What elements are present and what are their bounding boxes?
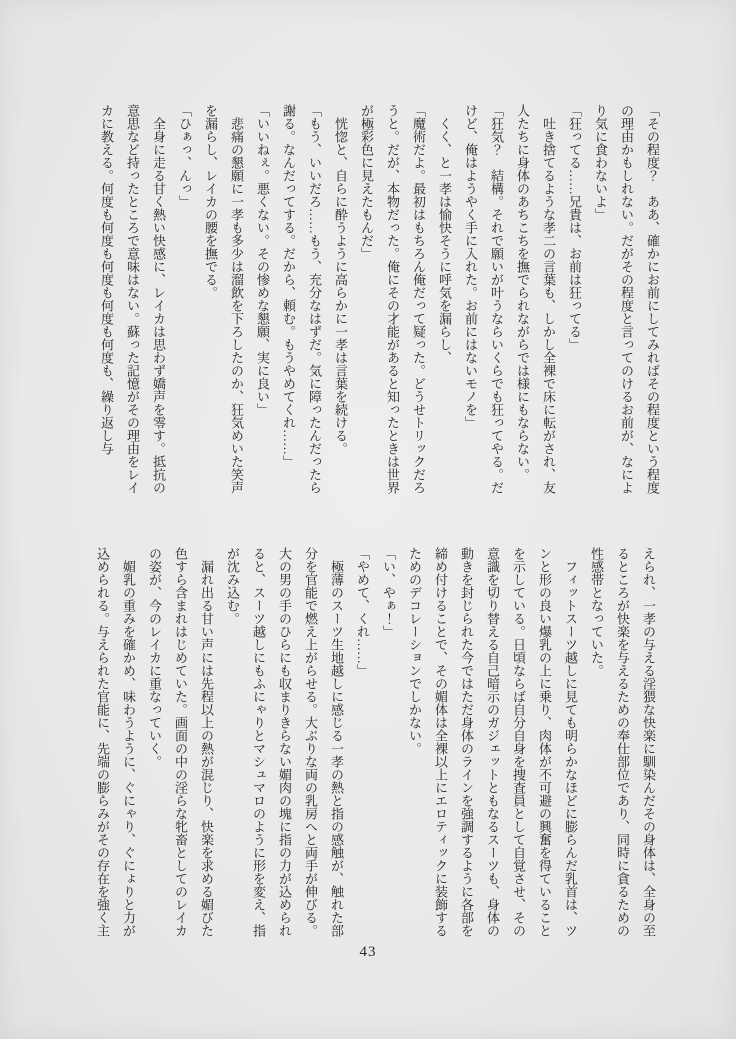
text-column: 「狂ってる……兄貴は、お前は狂ってる」 <box>567 104 582 351</box>
text-column: り気に食わないよ」 <box>593 104 608 221</box>
text-column: 恍惚と、自らに酔うように高らかに一孝は言葉を続ける。 <box>333 104 348 455</box>
text-column: 「ひぁっ、んっ」 <box>177 104 192 208</box>
text-column: 「もう、いいだろ……もう、充分なはずだ。気に障ったんだったら <box>307 104 322 494</box>
text-column: を示している。日頃ならば自分自身を捜査員として自覚させ、その <box>511 547 526 937</box>
text-column: 「やめて、くれ……」 <box>355 547 370 677</box>
text-column: 極薄のスーツ生地越しに感じる一孝の熱と指の感触が、触れた部 <box>329 547 344 937</box>
text-column: 意識を切り替える自己暗示のガジェットともなるスーツも、身体の <box>485 547 500 937</box>
text-column: 吐き捨てるような孝二の言葉も、しかし全裸で床に転がされ、友 <box>541 104 556 494</box>
text-column: 意思など持ったところで意味はない。蘇った記憶がその理由をレイ <box>125 104 140 494</box>
text-column: が極彩色に見えたもんだ」 <box>359 104 374 260</box>
text-column: 込められる。与えられた官能に、先端の膨らみがその存在を強く主 <box>95 547 110 937</box>
text-block-bottom <box>95 547 656 947</box>
text-column: 分を官能で燃え上がらせる。大ぶりな両の乳房へと両手が伸びる。 <box>303 547 318 937</box>
text-column: 「魔術だよ。最初はもちろん俺だって疑った。どうせトリックだろ <box>411 104 426 494</box>
text-column: 「いいねぇ。悪くない。その惨めな懇願、実に良い」 <box>255 104 270 416</box>
text-column: えられ、一孝の与える淫猥な快楽に馴染んだその身体は、全身の至 <box>641 547 656 937</box>
page-number: 43 <box>359 944 377 960</box>
text-column: 悲痛の懇願に一孝も多少は溜飲を下ろしたのか、狂気めいた笑声 <box>229 104 244 494</box>
text-column: 全身に走る甘く熱い快感に、レイカは思わず嬌声を零す。抵抗の <box>151 104 166 494</box>
text-column: が沈み込む。 <box>225 547 240 625</box>
text-column: を漏らし、レイカの腰を撫でる。 <box>203 104 218 299</box>
text-column: けど、俺はようやく手に入れた。お前にはないモノを」 <box>463 104 478 429</box>
text-column: 漏れ出る甘い声には先程以上の熱が混じり、快楽を求める媚びた <box>199 547 214 937</box>
text-column: 動きを封じられた今ではただ身体のラインを強調するように各部を <box>459 547 474 937</box>
text-column: 「い、やぁ！」 <box>381 547 396 638</box>
text-column: 謝る。なんだってする。だから、頼む。もうやめてくれ……」 <box>281 104 296 468</box>
text-column: 性感帯となっていた。 <box>589 547 604 677</box>
text-column: 締め付けることで、その媚体は全裸以上にエロティックに装飾する <box>433 547 448 937</box>
text-column: ためのデコレーションでしかない。 <box>407 547 422 755</box>
text-column: ると、スーツ越しにもふにゃりとマシュマロのように形を変え、指 <box>251 547 266 937</box>
text-column: ンと形の良い爆乳の上に乗り、肉体が不可避の興奮を得ていること <box>537 547 552 937</box>
text-column: 「その程度？ ああ、確かにお前にしてみればその程度という程度 <box>645 104 660 494</box>
text-column: るところが快楽を与えるための奉仕部位であり、同時に貪るための <box>615 547 630 937</box>
text-column: 色すら含まれはじめていた。画面の中の淫らな牝畜としてのレイカ <box>173 547 188 937</box>
text-column: 「狂気？ 結構。それで願いが叶うならいくらでも狂ってやる。だ <box>489 104 504 494</box>
text-column: うと。だが、本物だった。俺にその才能があると知ったときは世界 <box>385 104 400 494</box>
text-column: くく、と一孝は愉快そうに呼気を漏らし、 <box>437 104 452 364</box>
text-column: 媚乳の重みを確かめ、味わうように、ぐにゃり、ぐにょりと力が <box>121 547 136 937</box>
text-column: 大の男の手のひらにも収まりきらない媚肉の塊に指の力が込められ <box>277 547 292 937</box>
text-block-top <box>99 104 660 504</box>
text-column: の理由かもしれない。だがその程度と言ってのけるお前が、なによ <box>619 104 634 494</box>
text-column: の姿が、今のレイカに重なっていく。 <box>147 547 162 768</box>
text-column: 人たちに身体のあちこちを撫でられながらでは様にもならない。 <box>515 104 530 481</box>
text-column: フィットスーツ越しに見ても明らかなほどに膨らんだ乳首は、ツ <box>563 547 578 937</box>
text-column: カに教える。何度も何度も何度も何度も何度も、繰り返し与 <box>99 104 114 455</box>
